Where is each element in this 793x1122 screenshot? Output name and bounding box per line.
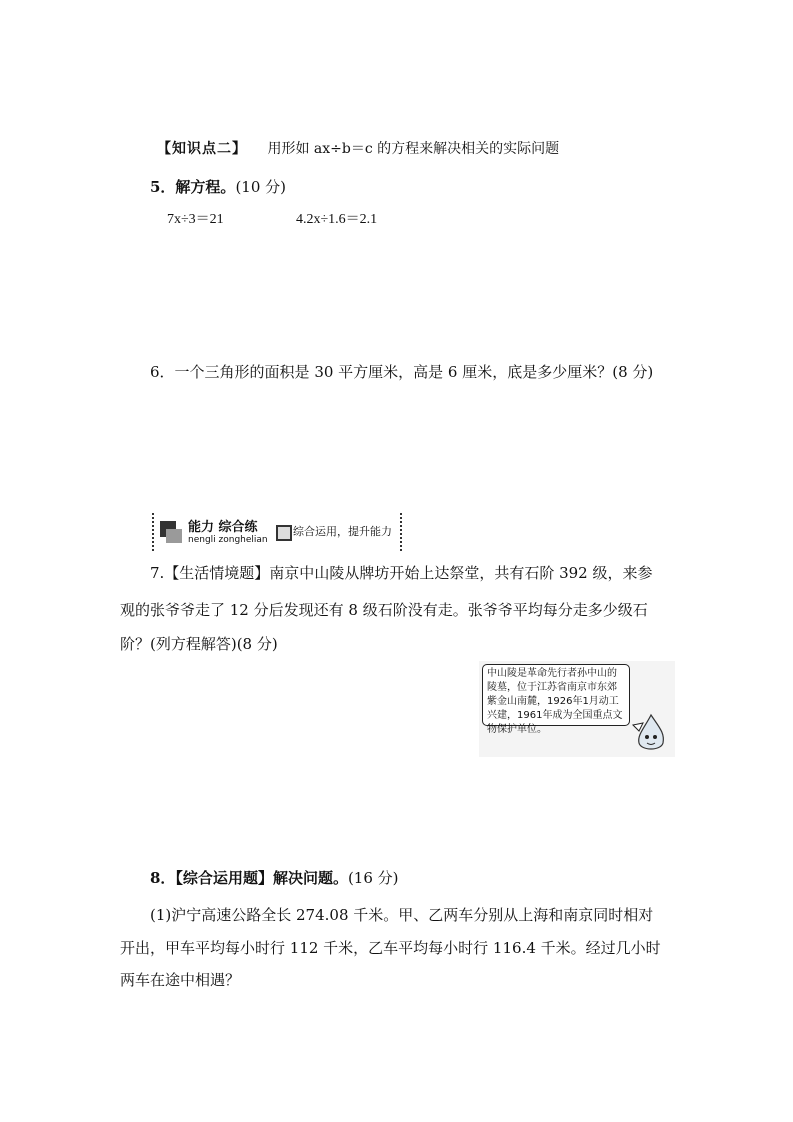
water-drop-mascot-icon [629,711,673,755]
question-8-line-3: 两车在途中相遇？ [120,971,241,989]
banner-pinyin: nengli zonghelian [188,535,268,545]
banner-icon-light [166,529,182,543]
knowledge-point-heading [157,138,559,158]
question-6: 6．一个三角形的面积是 30 平方厘米，高是 6 厘米，底是多少厘米？(8 分) [150,363,654,381]
question-8-line-2: 开出，甲车平均每小时行 112 千米，乙车平均每小时行 116.4 千米。经过几小时 [120,939,661,957]
question-7-line-2: 观的张爷爷走了 12 分后发现还有 8 级石阶没有走。张爷爷平均每分走多少级石 [120,601,648,619]
banner-divider-right [400,513,404,551]
speech-bubble: 中山陵是革命先行者孙中山的陵墓，位于江苏省南京市东郊紫金山南麓，1926年1月动工兴建，1961年成为全国重点文物保护单位。 [482,664,630,726]
question-7-line-3: 阶？(列方程解答)(8 分) [120,635,278,653]
equation-1: 7x÷3＝21 [167,212,224,227]
question-7-line-1: 7.【生活情境题】南京中山陵从牌坊开始上达祭堂，共有石阶 392 级，来参 [150,564,653,582]
question-8-score: (16 分) [347,869,399,887]
banner-slogan: 综合运用，提升能力 [293,525,392,538]
question-8-title [150,867,399,888]
question-8-label: 8．【综合运用题】解决问题。 [150,869,348,887]
question-8-line-1: (1)沪宁高速公路全长 274.08 千米。甲、乙两车分别从上海和南京同时相对 [150,906,654,924]
question-5-score: (10 分) [235,178,287,196]
section-banner [152,513,402,551]
question-5-title [150,176,286,197]
banner-square-icon [276,525,292,541]
knowledge-point-text: 用形如 ax÷b＝c 的方程来解决相关的实际问题 [267,141,560,157]
knowledge-point-tag: 【知识点二】 [157,141,247,157]
question-5-label: 5．解方程。 [150,178,236,196]
equation-2: 4.2x÷1.6＝2.1 [296,212,378,227]
banner-title: 能力 综合练 [188,520,258,535]
info-illustration [479,661,675,757]
banner-divider-left [152,513,158,551]
